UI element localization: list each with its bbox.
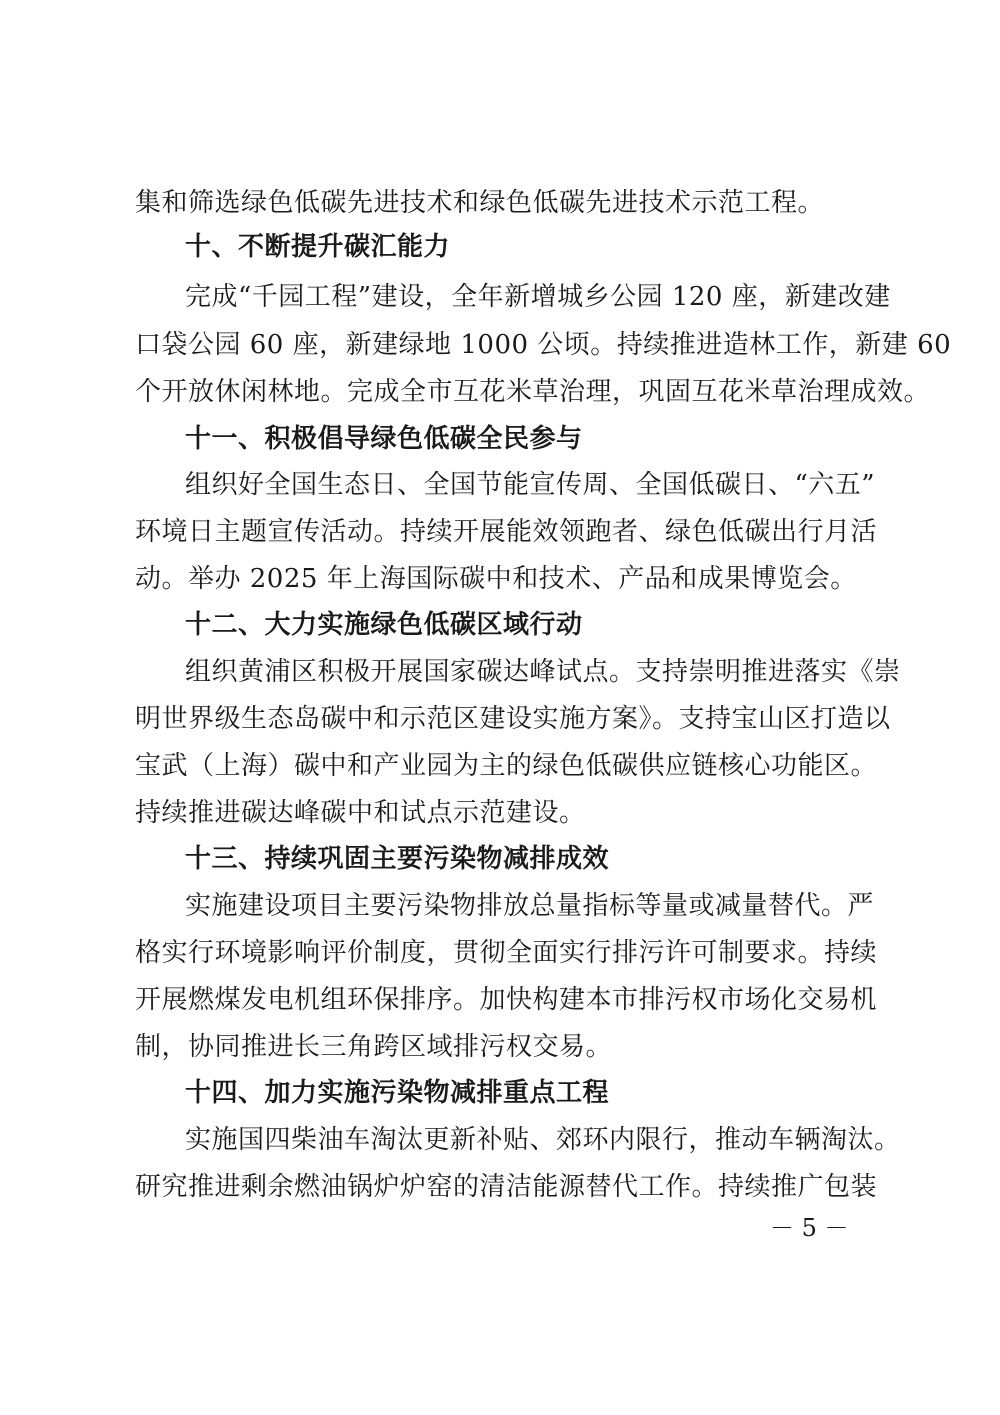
paragraph-line: 实施国四柴油车淘汰更新补贴、郊环内限行，推动车辆淘汰。	[185, 1125, 901, 1155]
paragraph-line: 宝武（上海）碳中和产业园为主的绿色低碳供应链核心功能区。	[135, 751, 878, 781]
page-number: － 5 －	[770, 1214, 849, 1242]
section-heading-13: 十三、持续巩固主要污染物减排成效	[185, 844, 610, 874]
paragraph-line: 完成“千园工程”建设，全年新增城乡公园 120 座，新建改建	[185, 282, 891, 312]
paragraph-line: 持续推进碳达峰碳中和试点示范建设。	[135, 798, 586, 828]
paragraph-line: 口袋公园 60 座，新建绿地 1000 公顷。持续推进造林工作，新建 60	[135, 330, 952, 360]
section-heading-11: 十一、积极倡导绿色低碳全民参与	[185, 424, 583, 454]
section-heading-10: 十、不断提升碳汇能力	[185, 232, 451, 262]
paragraph-line: 环境日主题宣传活动。持续开展能效领跑者、绿色低碳出行月活	[135, 517, 878, 547]
paragraph-line: 动。举办 2025 年上海国际碳中和技术、产品和成果博览会。	[135, 564, 857, 594]
paragraph-line: 集和筛选绿色低碳先进技术和绿色低碳先进技术示范工程。	[135, 188, 825, 218]
section-heading-12: 十二、大力实施绿色低碳区域行动	[185, 610, 583, 640]
section-heading-14: 十四、加力实施污染物减排重点工程	[185, 1078, 610, 1108]
paragraph-line: 组织黄浦区积极开展国家碳达峰试点。支持崇明推进落实《崇	[185, 657, 901, 687]
paragraph-line: 组织好全国生态日、全国节能宣传周、全国低碳日、“六五”	[185, 470, 876, 500]
paragraph-line: 格实行环境影响评价制度，贯彻全面实行排污许可制要求。持续	[135, 938, 878, 968]
paragraph-line: 实施建设项目主要污染物排放总量指标等量或减量替代。严	[185, 891, 875, 921]
paragraph-line: 研究推进剩余燃油锅炉炉窑的清洁能源替代工作。持续推广包装	[135, 1172, 878, 1202]
paragraph-line: 明世界级生态岛碳中和示范区建设实施方案》。支持宝山区打造以	[135, 704, 891, 734]
paragraph-line: 个开放休闲林地。完成全市互花米草治理，巩固互花米草治理成效。	[135, 377, 931, 407]
paragraph-line: 开展燃煤发电机组环保排序。加快构建本市排污权市场化交易机	[135, 985, 878, 1015]
paragraph-line: 制，协同推进长三角跨区域排污权交易。	[135, 1032, 613, 1062]
